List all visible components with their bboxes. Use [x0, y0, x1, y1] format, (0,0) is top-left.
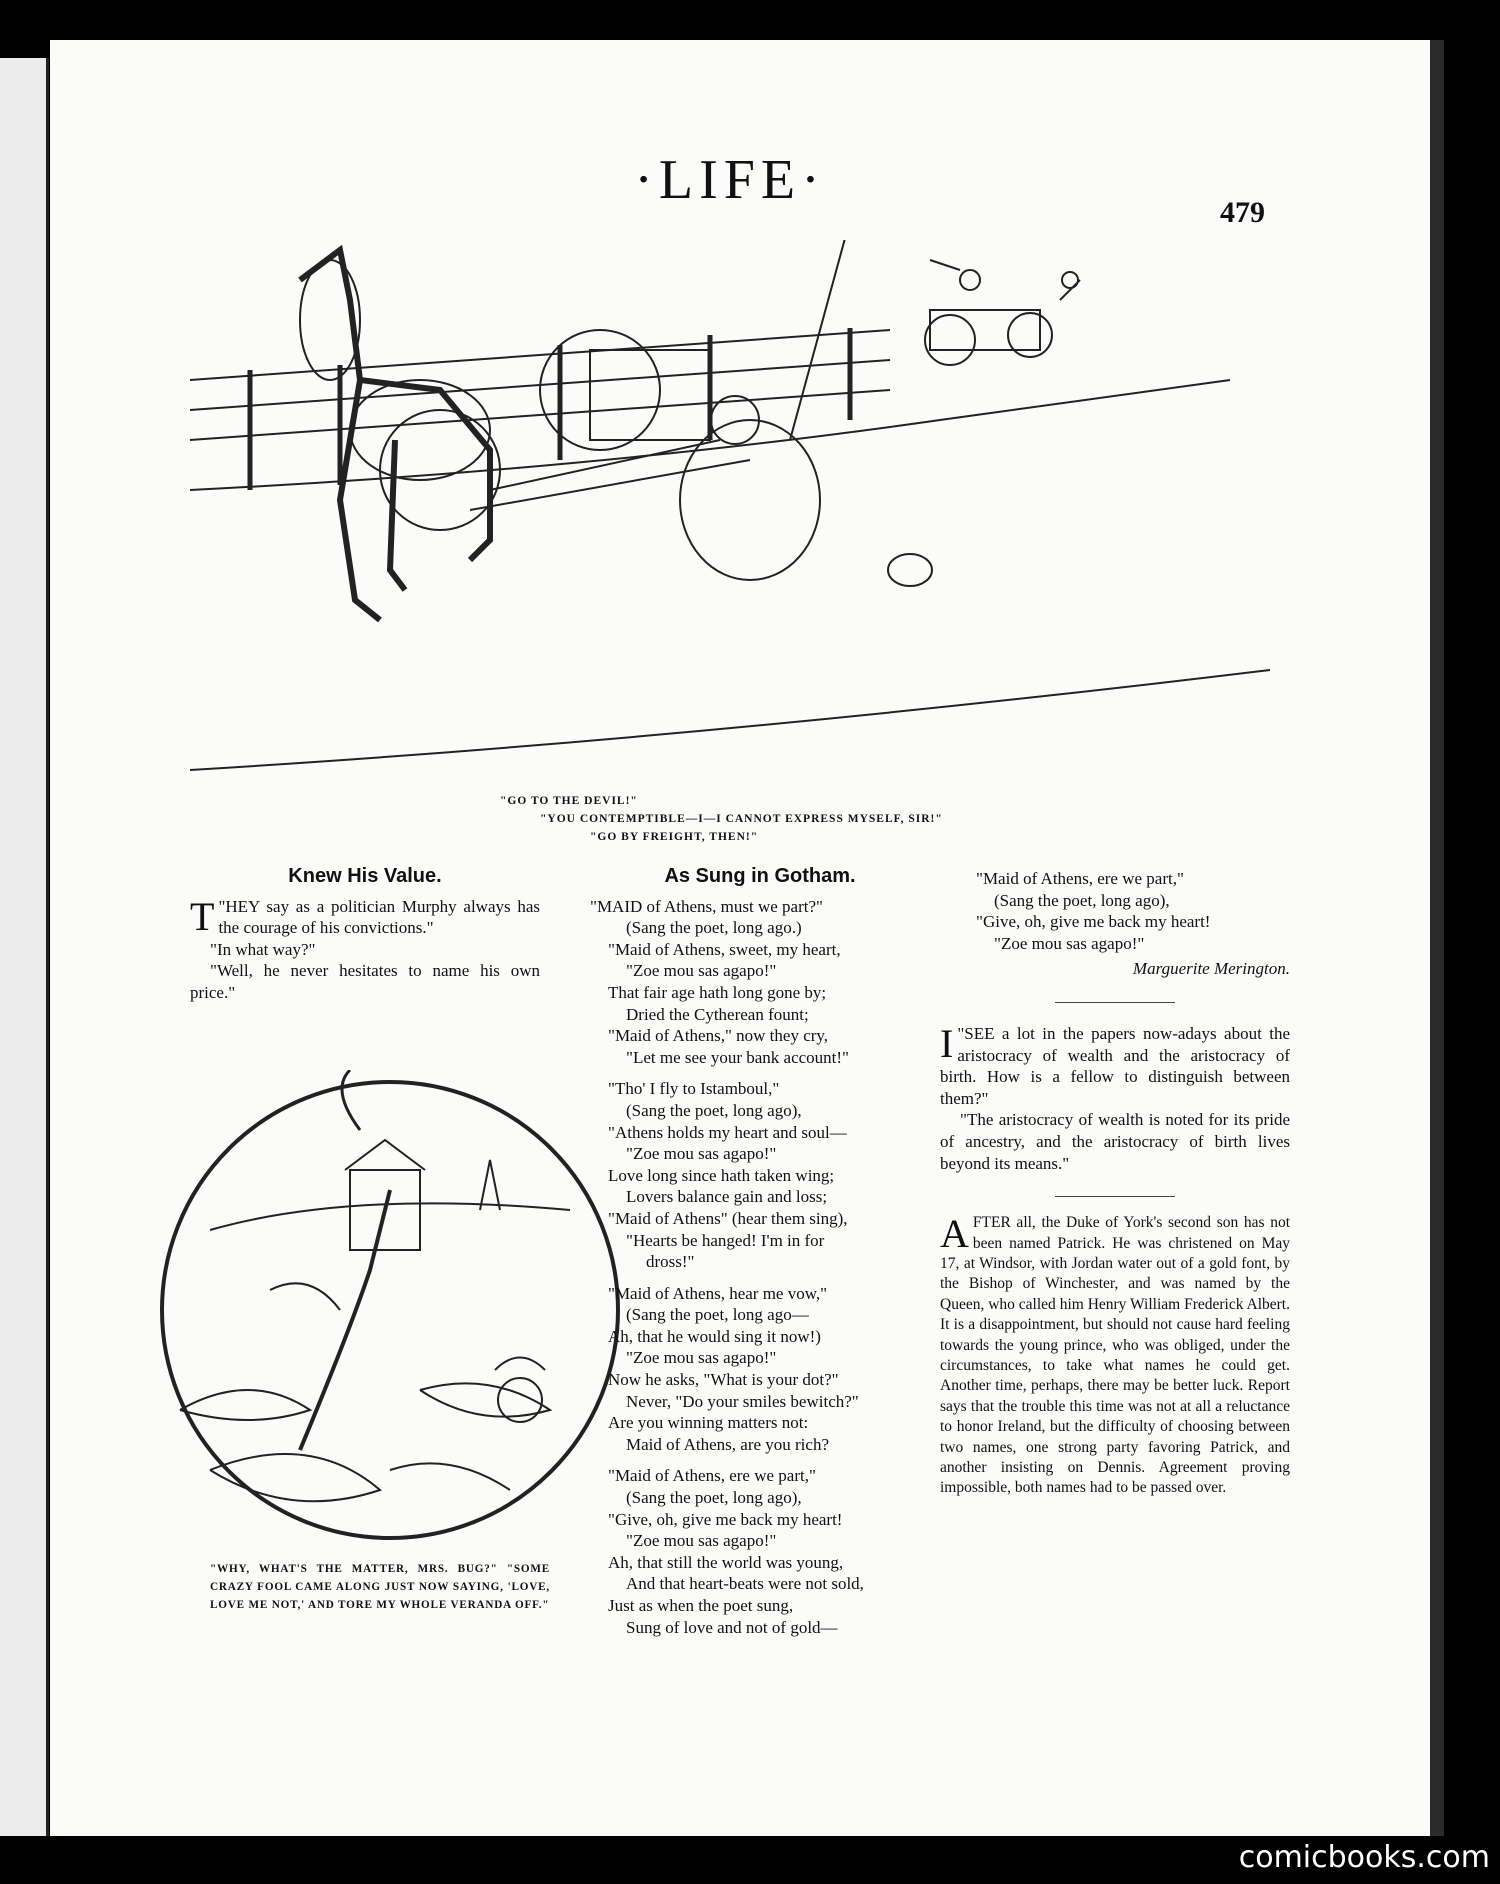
poem-line: (Sang the poet, long ago), [626, 1488, 802, 1508]
open-quote: " [957, 1023, 965, 1043]
poem-line: "Maid of Athens," now they cry, [608, 1026, 829, 1046]
poem-line: "Maid of Athens, hear me vow," [608, 1283, 828, 1303]
poem-line: Ah, that he would sing it now!) [608, 1326, 821, 1346]
paragraph-text: HEY say as a politician Murphy always has the courage of his convictions." [218, 896, 540, 938]
poem-line: "Hearts be hanged! I'm in for [626, 1230, 825, 1250]
right-column [940, 868, 1290, 1499]
poem-line: (Sang the poet, long ago), [626, 1100, 802, 1120]
masthead-title: ·LIFE· [634, 149, 826, 211]
article-paragraph: "In what way?" [210, 939, 316, 959]
site-watermark: comicbooks.com [1238, 1840, 1490, 1875]
bug-cartoon-caption: "WHY, WHAT'S THE MATTER, MRS. BUG?" "SOME CRAZY FOOL CAME ALONG JUST NOW SAYING, 'LOVE, LOVE ME NOT,' AND TORE MY WHOLE VERANDA OFF." [210, 1563, 550, 1611]
open-quote: " [218, 896, 226, 916]
poem-final-stanza [940, 868, 1290, 954]
knew-his-value-article [190, 866, 540, 1004]
mrs-bug-illustration [150, 1070, 630, 1550]
caption-line: "GO BY FREIGHT, THEN!" [590, 831, 759, 843]
drop-cap: I [940, 1020, 954, 1066]
poem-line: "Maid of Athens, ere we part," [608, 1466, 816, 1486]
poem-line: "Give, oh, give me back my heart! [976, 912, 1211, 932]
poem-line: And that heart-beats were not sold, [626, 1574, 864, 1594]
poem-line: dross!" [646, 1252, 695, 1272]
poem-line: "Zoe mou sas agapo!" [626, 1144, 777, 1164]
poem-line: "Maid of Athens" (hear them sing), [608, 1208, 848, 1228]
poem-line: "Tho' I fly to Istamboul," [608, 1079, 780, 1099]
poem-line: Never, "Do your smiles bewitch?" [626, 1391, 859, 1411]
poem-line: "MAID of Athens, must we part?" [590, 896, 823, 916]
as-sung-in-gotham-poem [590, 866, 930, 1648]
poem-line: Lovers balance gain and loss; [626, 1187, 828, 1207]
article-title: Knew His Value. [288, 865, 442, 887]
poem-title: As Sung in Gotham. [664, 865, 856, 887]
poem-line: "Zoe mou sas agapo!" [626, 961, 777, 981]
drop-cap: A [940, 1211, 969, 1257]
article-paragraph [190, 893, 540, 939]
divider [1055, 1196, 1175, 1197]
poem-line: Are you winning matters not: [608, 1413, 809, 1433]
poem-line: Sung of love and not of gold— [626, 1617, 838, 1637]
poem-stanza [590, 896, 930, 1069]
aristocracy-paragraph [940, 1020, 1290, 1109]
left-page-edge [0, 58, 49, 1836]
poem-line: Now he asks, "What is your dot?" [608, 1370, 839, 1390]
divider [1055, 1002, 1175, 1003]
paragraph-text: FTER all, the Duke of York's second son has not been named Patrick. He was christened on May 17, at Windsor, with Jordan water out of a gold font, by the Bishop of Winchester, and was named by the Queen, who called him Henry William Frederick Albert. It is a disappointment, but should not cause hard feeling towards the young prince, who was obliged, under the circumstances, to take what names he could get. Another time, perhaps, there may be better luck. Report says that the trouble this time was not at all a reluctance to honor Ireland, but the difficulty of choosing between two names, one strong party favoring Patrick, and another insisting on Dennis. Agreement proving impossible, both names had to be passed over. [940, 1214, 1290, 1497]
poem-line: Just as when the poet sung, [608, 1596, 794, 1615]
poem-line: (Sang the poet, long ago.) [626, 918, 802, 938]
poem-author: Marguerite Merington. [1132, 959, 1290, 979]
drop-cap: T [190, 893, 215, 939]
poem-line: "Zoe mou sas agapo!" [994, 933, 1145, 953]
poem-line: (Sang the poet, long ago— [626, 1305, 809, 1325]
poem-stanza [590, 1465, 930, 1638]
paragraph-text: SEE a lot in the papers now-adays about the aristocracy of wealth and the aristocracy of birth. How is a fellow to distinguish between them?" [940, 1023, 1290, 1108]
article-paragraph: "Well, he never hesitates to name his own price." [190, 961, 540, 1002]
caption-line: "YOU CONTEMPTIBLE—I—I CANNOT EXPRESS MYSELF, SIR!" [540, 813, 943, 825]
poem-line: "Maid of Athens, ere we part," [976, 869, 1184, 888]
horse-cart-drawing [190, 240, 1270, 780]
poem-stanza [590, 1078, 930, 1272]
poem-line: Dried the Cytherean fount; [626, 1004, 809, 1024]
caption-line: "GO TO THE DEVIL!" [500, 795, 638, 807]
right-page-edge [1430, 40, 1444, 1836]
poem-line: "Give, oh, give me back my heart! [608, 1509, 843, 1529]
poem-line: "Zoe mou sas agapo!" [626, 1348, 777, 1368]
poem-line: Ah, that still the world was young, [608, 1552, 844, 1572]
poem-line: "Maid of Athens, sweet, my heart, [608, 939, 841, 959]
top-cartoon-caption [300, 792, 1160, 846]
poem-line: "Let me see your bank account!" [626, 1047, 849, 1067]
poem-line: Maid of Athens, are you rich? [626, 1434, 829, 1454]
poem-stanza [590, 1283, 930, 1456]
duke-of-york-paragraph [940, 1213, 1290, 1499]
poem-line: (Sang the poet, long ago), [994, 890, 1170, 910]
poem-line: "Athens holds my heart and soul— [608, 1122, 847, 1142]
poem-line: That fair age hath long gone by; [608, 982, 827, 1002]
aristocracy-paragraph: "The aristocracy of wealth is noted for its pride of ancestry, and the aristocracy of birth lives beyond its means." [940, 1110, 1290, 1173]
page-number: 479 [1220, 196, 1265, 229]
poem-line: Love long since hath taken wing; [608, 1165, 835, 1185]
horse-cart-illustration [190, 240, 1270, 780]
mrs-bug-drawing [150, 1070, 630, 1550]
poem-line: "Zoe mou sas agapo!" [626, 1531, 777, 1551]
